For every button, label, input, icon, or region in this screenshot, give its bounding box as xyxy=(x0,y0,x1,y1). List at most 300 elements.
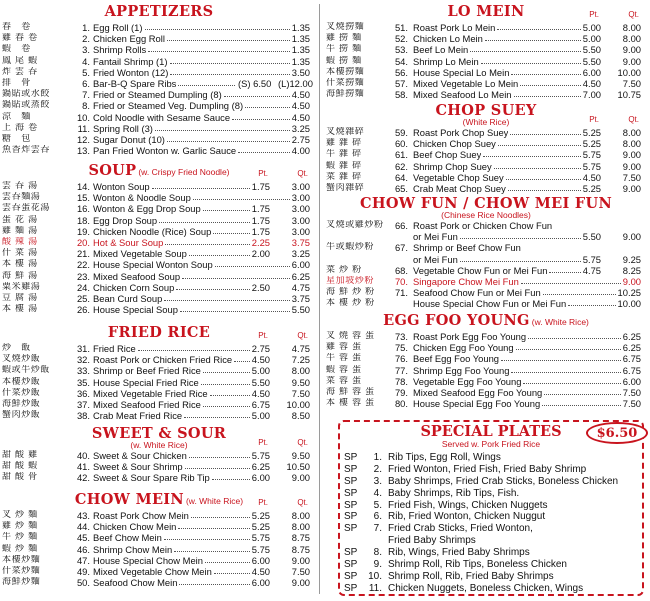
item-chinese-name: 本 樓 炒 粉 xyxy=(326,298,375,309)
item-name: Seafood Chow Fun or Mei Fun xyxy=(413,287,541,299)
item-price-quart: 9.50 xyxy=(291,450,310,461)
item-number: 67. xyxy=(394,242,408,254)
item-price-pint: 5.50 xyxy=(582,55,601,67)
item-name: Egg Drop Soup xyxy=(93,214,158,226)
item-name: Vegetable Chop Suey xyxy=(413,171,504,183)
dotted-leader xyxy=(213,227,250,234)
item-price-quart: 3.50 xyxy=(291,66,310,78)
item-name: Shrimp or Beef Fried Rice xyxy=(93,365,201,377)
item-price-pint: 1.75 xyxy=(251,181,270,192)
dotted-leader xyxy=(506,173,581,180)
item-price-quart: 7.50 xyxy=(291,387,310,399)
column-header-quart: Qt. xyxy=(297,331,308,340)
item-number: 22. xyxy=(76,259,90,271)
menu-item-row xyxy=(326,89,646,100)
item-chinese-name: 什 菜 湯 xyxy=(2,248,38,259)
special-plate-code: SP xyxy=(344,523,358,535)
dotted-leader xyxy=(165,238,250,245)
item-name: or Mei Fun xyxy=(413,253,458,265)
item-price-quart: 4.50 xyxy=(291,89,310,101)
item-chinese-name: 雞 春 卷 xyxy=(2,33,38,44)
special-plate-row xyxy=(344,571,640,583)
special-plate-code: SP xyxy=(344,463,358,475)
item-name: Chicken Chop Suey xyxy=(413,138,496,150)
dotted-leader xyxy=(510,128,581,135)
item-number: 24. xyxy=(76,281,90,293)
dotted-leader xyxy=(178,522,250,529)
item-price-quart: (L)12.00 xyxy=(278,77,313,89)
dotted-leader xyxy=(549,266,581,273)
item-chinese-name: 什菜炒麵 xyxy=(2,565,41,576)
column-header-quart: Qt. xyxy=(628,115,639,124)
item-price-quart: 4.75 xyxy=(291,281,310,293)
item-number: 62. xyxy=(394,160,408,172)
item-price-quart: 9.00 xyxy=(622,231,641,243)
item-price-quart: 6.25 xyxy=(291,270,310,282)
item-number: 2. xyxy=(82,33,90,45)
item-number: 18. xyxy=(76,214,90,226)
section-header xyxy=(326,2,646,22)
item-chinese-name: 粟米雞湯 xyxy=(2,281,41,292)
dotted-leader xyxy=(528,332,621,339)
menu-item-row xyxy=(2,78,316,89)
item-name: Shrimp Egg Foo Young xyxy=(413,364,510,376)
item-name: Shrimp Chow Mein xyxy=(93,543,173,555)
dotted-leader xyxy=(470,45,581,52)
section-title-text: CHOP SUEY xyxy=(435,102,537,119)
dotted-leader xyxy=(494,162,581,169)
item-price-quart: 6.00 xyxy=(622,375,641,387)
dotted-leader xyxy=(145,23,290,30)
menu-item-row xyxy=(326,387,646,398)
section-title xyxy=(2,324,316,341)
item-name: Roast Pork or Chicken Fried Rice xyxy=(93,354,233,366)
section-header xyxy=(2,323,316,343)
item-price-quart: 3.25 xyxy=(291,122,310,134)
item-chinese-name: 牛 蓉 蛋 xyxy=(326,353,362,364)
menu-item-row xyxy=(2,282,316,293)
special-plate-row xyxy=(344,547,640,559)
item-name: Roast Pork Chow Mein xyxy=(93,510,189,521)
special-plate-code: SP xyxy=(344,570,358,582)
menu-item-row xyxy=(2,532,316,543)
item-number: 33. xyxy=(76,365,90,377)
item-price-pint: 5.25 xyxy=(251,521,270,533)
special-plates-box xyxy=(338,420,644,596)
menu-item-row xyxy=(2,89,316,100)
special-plate-code: SP xyxy=(344,475,358,487)
item-chinese-name: 海鮮撈麵 xyxy=(326,89,365,100)
dotted-leader xyxy=(179,578,250,585)
menu-item-row xyxy=(2,354,316,365)
menu-item-row xyxy=(2,203,316,214)
column-header-pint: Pt. xyxy=(258,331,268,340)
item-number: 15. xyxy=(76,192,90,204)
dotted-leader xyxy=(152,182,250,189)
item-price-quart: 2.75 xyxy=(291,133,310,145)
item-chinese-name: 蝦 卷 xyxy=(2,44,31,55)
item-name: Chicken Noodle (Rice) Soup xyxy=(93,225,212,237)
item-price-pint: 2.50 xyxy=(251,281,270,293)
item-number: 19. xyxy=(76,225,90,237)
item-price-pint: 1.75 xyxy=(251,203,270,215)
special-plate-description: Rib, Fried Wonton, Chicken Nuggut xyxy=(388,511,546,523)
item-price-pint: 1.75 xyxy=(251,225,270,237)
item-number: 53. xyxy=(394,44,408,56)
item-number: 57. xyxy=(394,77,408,89)
item-number: 31. xyxy=(76,343,90,354)
item-price-pint: 6.00 xyxy=(251,472,270,484)
section-header xyxy=(326,311,646,331)
item-chinese-name: 本 樓 湯 xyxy=(2,259,38,270)
section-title-note: (w. White Rice) xyxy=(185,496,244,506)
item-name: Chicken Lo Mein xyxy=(413,33,483,45)
item-price-pint: 6.00 xyxy=(582,66,601,78)
dotted-leader xyxy=(203,204,250,211)
item-price-pint: 6.00 xyxy=(251,554,270,566)
dotted-leader xyxy=(520,79,581,86)
item-chinese-name: 蝦 蓉 蛋 xyxy=(326,364,362,375)
item-name: Beef Chow Mein xyxy=(93,532,162,544)
special-plate-row xyxy=(344,559,640,571)
item-price-pint: 5.75 xyxy=(251,532,270,544)
dotted-leader xyxy=(224,90,290,97)
section-title-text: CHOW FUN / CHOW MEI FUN xyxy=(359,195,613,212)
item-price-pint: 2.75 xyxy=(251,343,270,354)
item-name: Mixed Seafood Fried Rice xyxy=(93,398,201,410)
menu-item-row xyxy=(2,123,316,134)
item-number: 23. xyxy=(76,270,90,282)
section-subtitle: (Chinese Rice Noodles) xyxy=(441,210,531,220)
item-price-quart: 8.25 xyxy=(622,264,641,276)
item-price-quart: 1.35 xyxy=(291,22,310,33)
item-price-quart: 1.35 xyxy=(291,55,310,67)
special-plate-number: 8. xyxy=(373,547,382,559)
special-plate-description: Fried Fish, Wings, Chicken Nuggets xyxy=(388,499,548,511)
menu-section-eggfoo xyxy=(326,311,646,409)
item-number: 41. xyxy=(76,461,90,473)
item-price-quart: 7.50 xyxy=(622,398,641,410)
menu-section-friedrice xyxy=(2,323,316,421)
item-name: Fried or Steamed Dumpling (8) xyxy=(93,89,222,101)
menu-item-row xyxy=(2,577,316,588)
section-title-text: FRIED RICE xyxy=(107,324,211,341)
item-number: 45. xyxy=(76,532,90,544)
item-price-quart: 10.00 xyxy=(617,298,641,310)
menu-item-row xyxy=(2,472,316,483)
special-plate-row xyxy=(344,511,640,523)
section-title-text: EGG FOO YOUNG xyxy=(383,312,530,329)
menu-item-row xyxy=(326,138,646,149)
special-plate-row xyxy=(344,464,640,476)
item-number: 75. xyxy=(394,342,408,354)
menu-item-row xyxy=(326,220,646,231)
item-number: 65. xyxy=(394,182,408,194)
special-plate-description: Shrimp Roll, Rib, Fried Baby Shrimps xyxy=(388,570,554,582)
item-price-quart: 5.50 xyxy=(291,304,310,316)
item-price-quart: 8.00 xyxy=(622,33,641,45)
dotted-leader xyxy=(514,90,581,97)
item-number: 10. xyxy=(76,111,90,123)
item-number: 26. xyxy=(76,304,90,316)
item-number: 1. xyxy=(82,22,90,33)
item-name: Shrimp Rolls xyxy=(93,44,147,56)
item-price-pint: 4.75 xyxy=(582,264,601,276)
item-price-quart: 1.35 xyxy=(291,33,310,45)
item-chinese-name: 雲 吞 湯 xyxy=(2,181,38,191)
menu-item-row xyxy=(326,127,646,138)
special-plate-number: 5. xyxy=(373,499,382,511)
menu-section-soup xyxy=(2,161,316,315)
dotted-leader xyxy=(214,567,250,574)
menu-item-row xyxy=(2,33,316,44)
item-chinese-name: 上 海 卷 xyxy=(2,122,38,133)
item-price-pint: 5.75 xyxy=(251,450,270,461)
item-price-quart: 8.00 xyxy=(291,521,310,533)
column-header-quart: Qt. xyxy=(297,438,308,447)
special-plate-number: 6. xyxy=(373,511,382,523)
item-price-quart: 10.00 xyxy=(617,66,641,78)
special-plate-code: SP xyxy=(344,499,358,511)
special-plate-row xyxy=(344,488,640,500)
item-name: House Special Egg Foo Young xyxy=(413,398,541,410)
special-plate-number: 11. xyxy=(368,582,382,594)
item-chinese-name: 叉燒或雞炒粉 xyxy=(326,220,384,230)
item-name: Egg Roll (1) xyxy=(93,22,143,33)
menu-item-row xyxy=(2,112,316,123)
item-chinese-name: 本樓炒飯 xyxy=(2,376,41,387)
menu-item-row xyxy=(2,399,316,410)
item-number: 73. xyxy=(394,331,408,342)
section-header xyxy=(2,2,316,22)
item-price-quart: 9.00 xyxy=(291,472,310,484)
menu-item-row xyxy=(2,521,316,532)
special-plate-description: Fried Baby Shrimps xyxy=(388,535,476,547)
section-subtitle: (White Rice) xyxy=(462,117,510,127)
item-number: 36. xyxy=(76,387,90,399)
item-number: 76. xyxy=(394,353,408,365)
column-header-quart: Qt. xyxy=(628,10,639,19)
section-header xyxy=(326,194,646,220)
special-plates-subtitle: Served w. Pork Fried Rice xyxy=(441,439,541,449)
dotted-leader xyxy=(205,556,250,563)
dotted-leader xyxy=(170,57,290,64)
item-chinese-name: 雲吞麵湯 xyxy=(2,192,41,203)
item-name: Roast Pork Egg Foo Young xyxy=(413,331,527,342)
menu-item-row xyxy=(2,377,316,388)
menu-item-row xyxy=(2,544,316,555)
item-number: 79. xyxy=(394,386,408,398)
special-plate-description: Rib, Wings, Fried Baby Shrimps xyxy=(388,547,530,559)
item-price-pint: 4.50 xyxy=(582,77,601,89)
item-price-quart: 9.00 xyxy=(622,182,641,194)
menu-item-row xyxy=(326,161,646,172)
menu-item-row xyxy=(2,67,316,78)
item-chinese-name: 炸 雲 吞 xyxy=(2,66,38,77)
item-price-pint: 1.75 xyxy=(251,214,270,226)
dotted-leader xyxy=(543,288,616,295)
item-number: 47. xyxy=(76,554,90,566)
special-plate-description: Baby Shrimps, Rib Tips, Fish. xyxy=(388,487,520,499)
dotted-leader xyxy=(460,232,581,239)
item-name: Wonton & Egg Drop Soup xyxy=(93,203,201,215)
item-price-quart: 10.50 xyxy=(286,461,310,473)
item-name: Crab Meat Fried Rice xyxy=(93,410,183,422)
item-number: 8. xyxy=(82,100,90,112)
special-plate-number: 4. xyxy=(373,487,382,499)
menu-item-row xyxy=(2,271,316,282)
section-title-text: LO MEIN xyxy=(447,3,525,20)
item-number: 3. xyxy=(82,44,90,56)
item-chinese-name: 豆 腐 湯 xyxy=(2,292,38,303)
column-header-quart: Qt. xyxy=(297,498,308,507)
item-chinese-name: 菜 雜 碎 xyxy=(326,171,362,182)
item-chinese-name: 蝦 炒 麵 xyxy=(2,543,38,554)
item-chinese-name: 蝦 雜 碎 xyxy=(326,160,362,171)
dotted-leader xyxy=(508,184,581,191)
item-price-pint: 5.25 xyxy=(582,182,601,194)
item-name: Hot & Sour Soup xyxy=(93,236,164,248)
menu-item-row xyxy=(326,183,646,194)
dotted-leader xyxy=(184,411,250,418)
item-name: Mixed Vegetable Chow Mein xyxy=(93,565,212,577)
dotted-leader xyxy=(521,277,621,284)
dotted-leader xyxy=(245,101,290,108)
section-subtitle: (w. White Rice) xyxy=(130,440,188,450)
item-chinese-name: 牛 炒 麵 xyxy=(2,532,38,543)
section-header xyxy=(2,424,316,450)
item-chinese-name: 本樓撈麵 xyxy=(326,66,365,77)
menu-item-row xyxy=(326,276,646,287)
dotted-leader xyxy=(483,150,581,157)
item-price-quart: 3.00 xyxy=(291,192,310,204)
item-price-quart: 7.50 xyxy=(622,77,641,89)
item-name: Bar-B-Q Spare Ribs xyxy=(93,77,177,89)
dotted-leader xyxy=(203,400,250,407)
special-plate-number: 7. xyxy=(373,523,382,535)
menu-section-chowfun xyxy=(326,194,646,310)
item-number: 12. xyxy=(76,133,90,145)
menu-item-row xyxy=(2,510,316,521)
dotted-leader xyxy=(159,216,250,223)
menu-item-row xyxy=(326,298,646,309)
menu-item-row xyxy=(326,44,646,55)
section-header xyxy=(326,101,646,127)
item-price-quart: 9.00 xyxy=(291,577,310,589)
item-number: 21. xyxy=(76,248,90,260)
menu-section-chowmein xyxy=(2,490,316,588)
dotted-leader xyxy=(511,68,581,75)
item-chinese-name: 海 鮮 炒 粉 xyxy=(326,287,375,298)
menu-item-row xyxy=(326,22,646,33)
item-price-quart: 3.00 xyxy=(291,181,310,192)
dotted-leader xyxy=(201,378,250,385)
dotted-leader xyxy=(155,124,290,131)
item-number: 25. xyxy=(76,292,90,304)
item-price-pint: 5.50 xyxy=(582,231,601,243)
item-number: 35. xyxy=(76,376,90,388)
item-price-quart: 8.00 xyxy=(622,138,641,150)
item-name: Mixed Vegetable Soup xyxy=(93,248,187,260)
item-name: House Special Soup xyxy=(93,304,178,316)
item-chinese-name: 酸 辣 湯 xyxy=(2,236,38,247)
item-chinese-name: 叉燒炒飯 xyxy=(2,354,41,365)
item-number: 43. xyxy=(76,510,90,521)
menu-item-row xyxy=(326,231,646,242)
special-plate-description: Rib Tips, Egg Roll, Wings xyxy=(388,452,501,463)
section-title xyxy=(2,162,316,179)
item-number: 58. xyxy=(394,89,408,101)
dotted-leader xyxy=(167,34,290,41)
item-price-quart: 9.00 xyxy=(622,149,641,161)
dotted-leader xyxy=(210,389,250,396)
item-chinese-name: 蝦 撈 麵 xyxy=(326,55,362,66)
column-header-pint: Pt. xyxy=(589,115,599,124)
menu-item-row xyxy=(2,343,316,354)
item-price-pint: 5.00 xyxy=(582,33,601,45)
item-chinese-name: 叉 燒 蓉 蛋 xyxy=(326,331,375,341)
item-chinese-name: 海鮮炒飯 xyxy=(2,398,41,409)
menu-item-row xyxy=(2,215,316,226)
item-number: 78. xyxy=(394,375,408,387)
item-chinese-name: 蟹肉炒飯 xyxy=(2,410,41,421)
item-price-quart: 10.25 xyxy=(617,287,641,299)
column-header-pint: Pt. xyxy=(258,438,268,447)
menu-item-row xyxy=(326,254,646,265)
item-name: Roast Pork or Chicken Chow Fun xyxy=(413,220,553,231)
item-chinese-name: 炒 飯 xyxy=(2,343,31,353)
item-price-pint: 5.25 xyxy=(251,510,270,521)
section-title-text: CHOW MEIN xyxy=(74,491,184,508)
item-name: Roast Pork Chop Suey xyxy=(413,127,509,138)
section-header xyxy=(2,161,316,181)
item-price-pint: 5.00 xyxy=(582,22,601,33)
item-price-quart: 7.50 xyxy=(622,386,641,398)
item-number: 16. xyxy=(76,203,90,215)
item-number: 37. xyxy=(76,398,90,410)
item-chinese-name: 蟹肉雜碎 xyxy=(326,182,365,193)
item-chinese-name: 涼 麵 xyxy=(2,111,31,122)
item-price-quart: 8.75 xyxy=(291,543,310,555)
item-price-pint: 5.75 xyxy=(582,149,601,161)
item-chinese-name: 鳳 尾 蝦 xyxy=(2,55,38,66)
item-price-quart: 4.00 xyxy=(291,145,310,157)
item-number: 49. xyxy=(76,565,90,577)
item-name: Shrimp Chop Suey xyxy=(413,160,492,172)
item-price-quart: 6.00 xyxy=(291,259,310,271)
item-number: 42. xyxy=(76,472,90,484)
item-price-quart: 6.75 xyxy=(622,353,641,365)
item-number: 6. xyxy=(82,77,90,89)
item-name: Shrimp Lo Mein xyxy=(413,55,479,67)
item-number: 5. xyxy=(82,66,90,78)
special-plate-row xyxy=(344,452,640,464)
item-chinese-name: 本 樓 湯 xyxy=(2,304,38,315)
item-price-quart: 10.75 xyxy=(617,89,641,101)
item-name: Chicken Egg Foo Young xyxy=(413,342,514,354)
item-number: 61. xyxy=(394,149,408,161)
item-name: Wonton & Noodle Soup xyxy=(93,192,191,204)
item-name: Mixed Seafood Egg Foo Young xyxy=(413,386,543,398)
item-chinese-name: 排 骨 xyxy=(2,77,31,88)
item-number: 44. xyxy=(76,521,90,533)
item-price-quart: 9.00 xyxy=(622,44,641,56)
menu-section-appetizers xyxy=(2,2,316,156)
special-plate-code: SP xyxy=(344,511,358,523)
item-price-quart: 4.75 xyxy=(291,343,310,354)
item-name: Mixed Seafood Soup xyxy=(93,270,181,282)
dotted-leader xyxy=(178,79,235,86)
